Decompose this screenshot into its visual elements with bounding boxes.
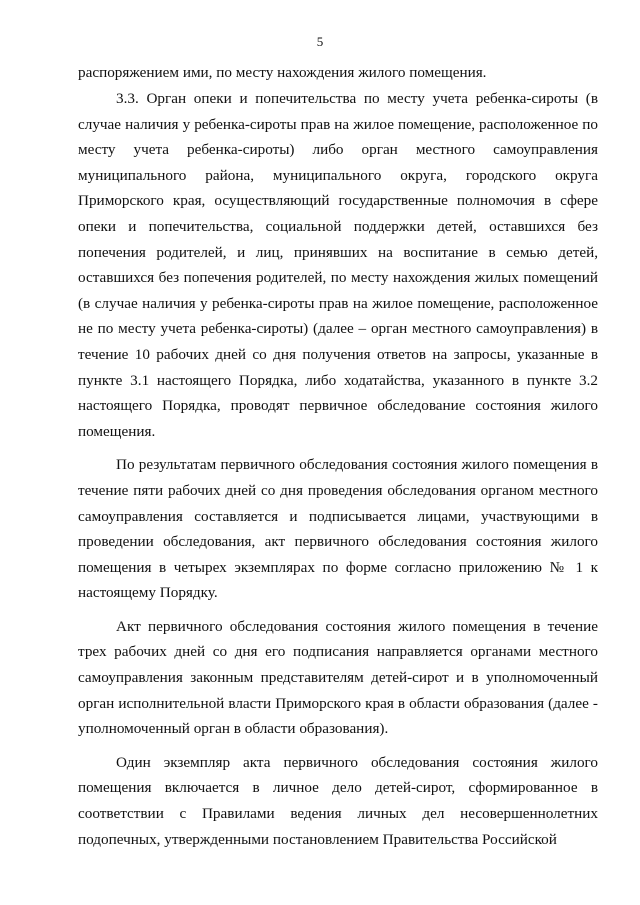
page-number: 5 (316, 34, 324, 49)
paragraph-act-sending: Акт первичного обследования состояния жилого помещения в течение трех рабочих дней со дня его подписания направляется органами местного самоуправления законным представителям детей-сирот и в уполномоченный орган исполнительной власти Приморского края в области образования (далее - уполномоченный орган в области образования). (78, 617, 598, 738)
body-text (78, 86, 598, 860)
paragraph-inspection-results: По результатам первичного обследования состояния жилого помещения в течение пяти рабочих дней со дня проведения обследования органом местного самоуправления составляется и подписывается лицами, участвующими в проведении обследования, акт первичного обследования состояния жилого помещения в четырех экземплярах по форме согласно приложению № 1 к настоящему Порядку. (78, 456, 598, 602)
paragraph-3-3: 3.3. Орган опеки и попечительства по месту учета ребенка-сироты (в случае наличия у ребенка-сироты прав на жилое помещение, расположенное по месту учета ребенка-сироты) либо орган местного самоуправления муниципального района, муниципального округа, городского округа Приморского края, осуществляющий государственные полномочия в сфере опеки и попечительства, социальной поддержки детей, оставшихся без попечения родителей, и лиц, принявших на воспитание в семью детей, оставшихся без попечения родителей, по месту нахождения жилых помещений (в случае наличия у ребенка-сироты прав на жилое помещение, расположенное не по месту учета ребенка-сироты) (далее – орган местного самоуправления) в течение 10 рабочих дней со дня получения ответов на запросы, указанные в пункте 3.1 настоящего Порядка, либо ходатайства, указанного в пункте 3.2 настоящего Порядка, проводят первичное обследование состояния жилого помещения. (78, 90, 598, 440)
continued-line: распоряжением ими, по месту нахождения жилого помещения. (78, 64, 487, 81)
paragraph-personal-file: Один экземпляр акта первичного обследования состояния жилого помещения включается в личное дело детей-сирот, сформированное в соответствии с Правилами ведения личных дел несовершеннолетних подопечных, утвержденными постановлением Правительства Российской (78, 753, 598, 848)
